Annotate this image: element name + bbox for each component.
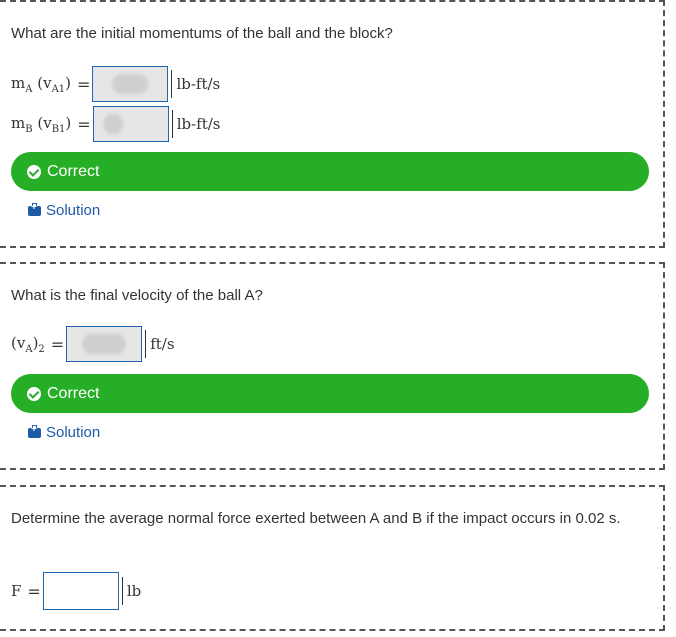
momentum-a-input[interactable]	[92, 66, 168, 102]
redacted-value	[112, 74, 148, 94]
velocity-a-input[interactable]	[66, 326, 142, 362]
force-input[interactable]	[43, 572, 119, 610]
solution-link[interactable]	[28, 202, 100, 219]
check-circle-icon	[27, 387, 41, 401]
velocity-a-label: $(v_A)_2$	[11, 333, 45, 355]
force-unit: lb	[122, 577, 141, 605]
force-row	[11, 572, 141, 610]
part1-question: What are the initial momentums of the ball and the block?	[11, 25, 393, 42]
equals-sign: =	[27, 581, 41, 601]
part1-section	[0, 0, 665, 248]
momentum-a-label: $m_A$ $(v_{A1})$	[11, 73, 72, 95]
equals-sign: =	[77, 74, 91, 94]
momentum-a-unit: lb-ft/s	[171, 70, 220, 98]
velocity-a-row	[11, 326, 175, 362]
momentum-b-unit: lb-ft/s	[172, 110, 221, 138]
momentum-b-row	[11, 106, 221, 142]
solution-label: Solution	[46, 202, 101, 219]
redacted-value	[103, 114, 123, 134]
equals-sign: =	[77, 114, 91, 134]
part2-question: What is the final velocity of the ball A?	[11, 287, 263, 304]
part3-section	[0, 485, 665, 631]
check-circle-icon	[27, 165, 41, 179]
momentum-b-input[interactable]	[93, 106, 169, 142]
force-label: F	[11, 582, 22, 600]
correct-banner	[11, 374, 649, 413]
solution-label: Solution	[46, 424, 101, 441]
correct-label: Correct	[47, 384, 100, 402]
part2-section	[0, 262, 665, 470]
correct-banner	[11, 152, 649, 191]
part3-question: Determine the average normal force exerted between A and B if the impact occurs in 0.02 s.	[11, 510, 621, 527]
momentum-b-label: $m_B$ $(v_{B1})$	[11, 113, 72, 135]
redacted-value	[82, 334, 126, 354]
velocity-a-unit: ft/s	[145, 330, 174, 358]
medical-kit-icon	[28, 428, 41, 438]
solution-link[interactable]	[28, 424, 100, 441]
equals-sign: =	[50, 334, 65, 354]
medical-kit-icon	[28, 206, 41, 216]
correct-label: Correct	[47, 162, 100, 180]
momentum-a-row	[11, 66, 220, 102]
